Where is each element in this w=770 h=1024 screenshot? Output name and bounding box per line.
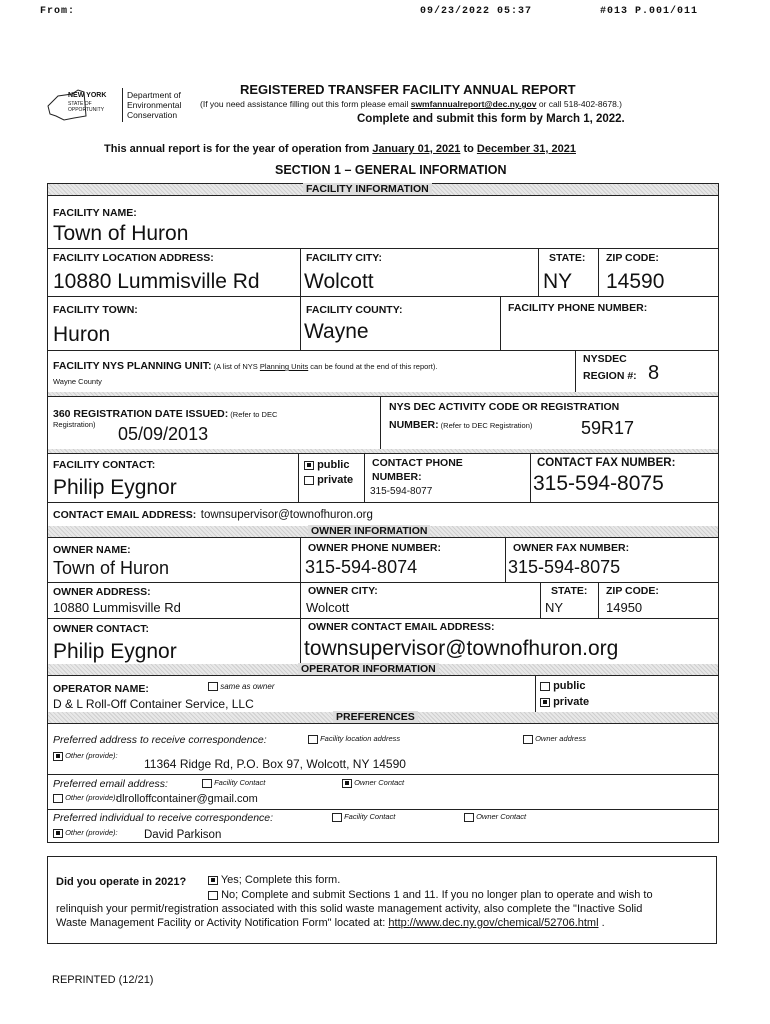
owner-contact[interactable]: Philip Eygnor — [53, 640, 177, 663]
facility-zip[interactable]: 14590 — [606, 270, 665, 293]
preferences-band: PREFERENCES — [48, 712, 718, 724]
facility-name[interactable]: Town of Huron — [53, 222, 189, 245]
facility-name-label: FACILITY NAME: — [53, 207, 137, 219]
owner-state[interactable]: NY — [545, 600, 564, 615]
owner-address[interactable]: 10880 Lummisville Rd — [53, 600, 181, 615]
facility-address-label: FACILITY LOCATION ADDRESS: — [53, 252, 214, 264]
facility-city[interactable]: Wolcott — [304, 270, 374, 293]
owner-contact-label: OWNER CONTACT: — [53, 623, 150, 635]
owner-name-label: OWNER NAME: — [53, 544, 131, 556]
deadline-note: Complete and submit this form by March 1, 2022. — [357, 113, 625, 125]
pref-individual-facility-option[interactable]: Facility Contact — [332, 812, 395, 822]
owner-phone-label: OWNER PHONE NUMBER: — [308, 542, 441, 554]
pref-email-owner-option[interactable]: Owner Contact — [342, 778, 404, 788]
activity-label-2: NUMBER: (Refer to DEC Registration) — [389, 419, 533, 431]
pref-address-other-checkbox — [53, 752, 63, 761]
pref-individual-facility-checkbox — [332, 813, 342, 822]
pref-address-other-value[interactable]: 11364 Ridge Rd, P.O. Box 97, Wolcott, NY 14590 — [144, 757, 406, 771]
owner-zip-label: ZIP CODE: — [606, 585, 659, 597]
operate-line3: Waste Management Facility or Activity Notification Form" located at: http://www.dec.ny.gov/chemical/52706.html . — [56, 917, 605, 929]
operate-yes-option[interactable]: Yes; Complete this form. — [208, 874, 340, 886]
contact-phone-label-2: NUMBER: — [372, 471, 422, 483]
pref-address-row: Preferred address to receive correspondence: — [53, 734, 267, 746]
owner-fax[interactable]: 315-594-8075 — [508, 557, 621, 577]
facility-info-band: FACILITY INFORMATION — [48, 184, 718, 196]
agency-state: NEW YORK — [68, 92, 107, 99]
divider-band-2 — [48, 449, 718, 454]
reprinted-footer: REPRINTED (12/21) — [52, 974, 154, 986]
owner-address-label: OWNER ADDRESS: — [53, 586, 151, 598]
contact-phone[interactable]: 315-594-8077 — [370, 486, 433, 497]
assist-email-link[interactable]: swmfannualreport@dec.ny.gov — [410, 99, 537, 109]
same-as-owner-checkbox — [208, 682, 218, 691]
pref-email-label: Preferred email address: — [53, 778, 168, 790]
operator-private-option[interactable]: private — [540, 696, 589, 708]
reg-date-value[interactable]: 05/09/2013 — [118, 424, 209, 444]
planning-unit-label: FACILITY NYS PLANNING UNIT: (A list of NYS Planning Units can be found at the end of this report). — [53, 360, 438, 372]
owner-fax-label: OWNER FAX NUMBER: — [513, 542, 630, 554]
year-line: This annual report is for the year of operation from January 01, 2021 to December 31, 2021 — [104, 143, 576, 155]
activity-label-1: NYS DEC ACTIVITY CODE OR REGISTRATION — [389, 401, 620, 413]
activity-code[interactable]: 59R17 — [581, 418, 635, 438]
facility-county-label: FACILITY COUNTY: — [306, 304, 403, 316]
contact-phone-label-1: CONTACT PHONE — [372, 457, 463, 469]
operate-no-checkbox — [208, 891, 218, 900]
pref-individual-owner-checkbox — [464, 813, 474, 822]
contact-private-option[interactable]: private — [304, 474, 353, 486]
pref-individual-label: Preferred individual to receive correspondence: — [53, 812, 274, 824]
facility-state[interactable]: NY — [543, 270, 573, 293]
operate-yes-checkbox — [208, 876, 218, 885]
report-title: REGISTERED TRANSFER FACILITY ANNUAL REPORT — [240, 82, 576, 97]
owner-zip[interactable]: 14950 — [606, 600, 643, 615]
contact-public-option[interactable]: public — [304, 459, 349, 471]
operate-no-option[interactable]: No; Complete and submit Sections 1 and 11. If you no longer plan to operate and wish to — [208, 889, 653, 901]
owner-state-label: STATE: — [551, 585, 588, 597]
operator-public-option[interactable]: public — [540, 680, 585, 692]
facility-phone-label: FACILITY PHONE NUMBER: — [508, 302, 648, 314]
operate-line2: relinquish your permit/registration associated with this solid waste management activity, also complete the "Inactive Solid — [56, 903, 643, 915]
facility-city-label: FACILITY CITY: — [306, 252, 383, 264]
pref-address-owner-checkbox — [523, 735, 533, 744]
owner-email-label: OWNER CONTACT EMAIL ADDRESS: — [308, 621, 495, 633]
pref-email-other-option[interactable]: Other (provide): — [53, 793, 118, 803]
assist-note: (If you need assistance filling out this form please email swmfannualreport@dec.ny.gov or call 518-402-8678.) — [200, 99, 622, 109]
facility-address[interactable]: 10880 Lummisville Rd — [53, 270, 260, 293]
facility-zip-label: ZIP CODE: — [606, 252, 659, 264]
contact-fax[interactable]: 315-594-8075 — [533, 472, 664, 495]
pref-email-other-checkbox — [53, 794, 63, 803]
region-label-2: REGION #: — [583, 370, 637, 382]
owner-info-band: OWNER INFORMATION — [48, 526, 718, 538]
same-as-owner-option[interactable]: same as owner — [208, 682, 274, 691]
facility-contact[interactable]: Philip Eygnor — [53, 476, 177, 499]
facility-contact-label: FACILITY CONTACT: — [53, 459, 156, 471]
public-checkbox — [304, 461, 314, 470]
pref-address-facility-option[interactable]: Facility location address — [308, 734, 400, 744]
facility-town[interactable]: Huron — [53, 323, 111, 346]
fax-timestamp: 09/23/2022 05:37 — [420, 6, 533, 17]
pref-email-facility-option[interactable]: Facility Contact — [202, 778, 265, 788]
owner-phone[interactable]: 315-594-8074 — [305, 557, 418, 577]
pref-address-other-option[interactable]: Other (provide): — [53, 751, 118, 761]
pref-individual-owner-option[interactable]: Owner Contact — [464, 812, 526, 822]
operator-private-checkbox — [540, 698, 550, 707]
pref-individual-other-value[interactable]: David Parkison — [144, 829, 222, 841]
contact-fax-label: CONTACT FAX NUMBER: — [537, 457, 676, 469]
region-number[interactable]: 8 — [648, 362, 660, 384]
divider-band-1 — [48, 392, 718, 397]
reg-date-label: 360 REGISTRATION DATE ISSUED: (Refer to DEC — [53, 408, 278, 420]
operator-info-band: OPERATOR INFORMATION — [48, 664, 718, 676]
section-title: SECTION 1 – GENERAL INFORMATION — [275, 163, 507, 177]
pref-address-owner-option[interactable]: Owner address — [523, 734, 586, 744]
operate-question: Did you operate in 2021? — [56, 876, 187, 888]
pref-email-facility-checkbox — [202, 779, 212, 788]
fax-from: From: — [40, 6, 76, 17]
pref-individual-other-option[interactable]: Other (provide): — [53, 828, 118, 838]
owner-email[interactable]: townsupervisor@townofhuron.org — [304, 637, 619, 660]
inactive-form-link[interactable]: http://www.dec.ny.gov/chemical/52706.html — [388, 917, 599, 929]
facility-state-label: STATE: — [549, 252, 586, 264]
private-checkbox — [304, 476, 314, 485]
operator-name[interactable]: D & L Roll-Off Container Service, LLC — [53, 697, 254, 711]
pref-email-owner-checkbox — [342, 779, 352, 788]
region-label-1: NYSDEC — [583, 353, 627, 365]
operator-public-checkbox — [540, 682, 550, 691]
operator-name-label: OPERATOR NAME: — [53, 683, 149, 695]
facility-town-label: FACILITY TOWN: — [53, 304, 138, 316]
pref-email-other-value[interactable]: dlrolloffcontainer@gmail.com — [116, 793, 258, 805]
planning-unit-value[interactable]: Wayne County — [53, 377, 102, 386]
agency-state-sub: STATE OF OPPORTUNITY — [68, 101, 105, 113]
agency-dept: Department of Environmental Conservation — [127, 90, 182, 120]
pref-individual-other-checkbox — [53, 829, 63, 838]
owner-city-label: OWNER CITY: — [308, 585, 378, 597]
fax-page: #013 P.001/011 — [600, 6, 699, 17]
contact-email[interactable]: townsupervisor@townofhuron.org — [200, 509, 373, 521]
owner-city[interactable]: Wolcott — [306, 600, 350, 615]
contact-email-row: CONTACT EMAIL ADDRESS: townsupervisor@townofhuron.org — [53, 509, 373, 521]
facility-county[interactable]: Wayne — [304, 320, 369, 343]
pref-address-facility-checkbox — [308, 735, 318, 744]
reg-date-note: Registration) — [53, 420, 96, 429]
owner-name[interactable]: Town of Huron — [53, 558, 170, 578]
